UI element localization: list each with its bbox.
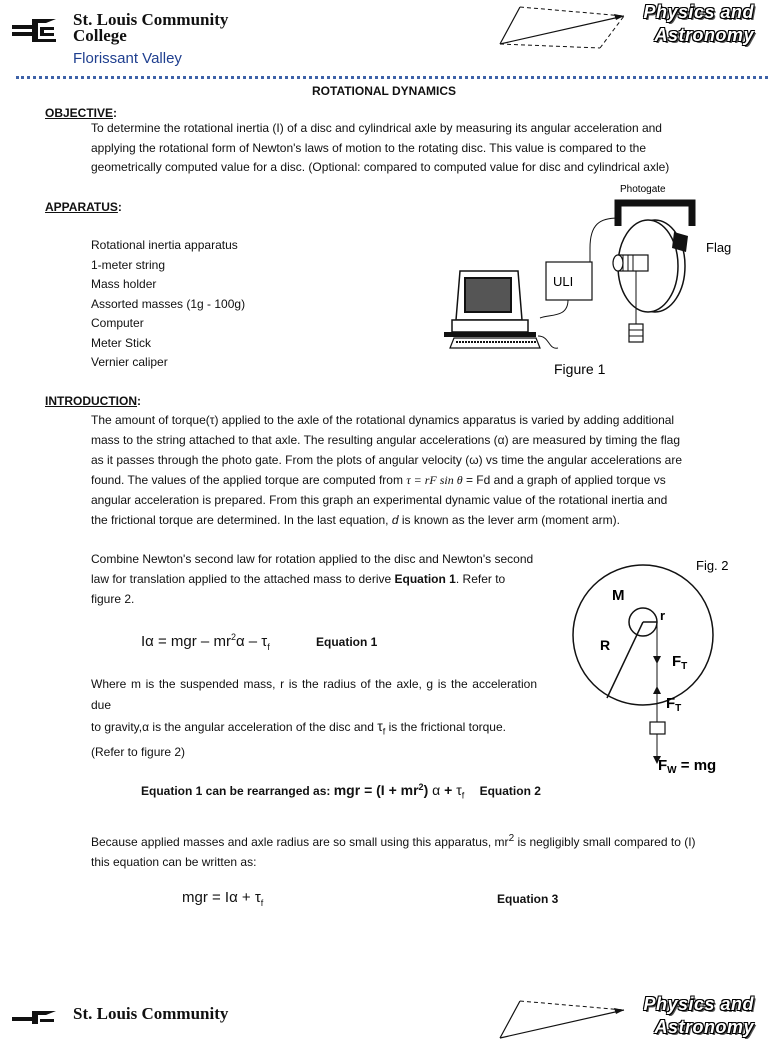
because-line (91, 829, 731, 852)
uli-label: ULI (553, 274, 574, 289)
where-text (91, 674, 537, 763)
objective-text (91, 119, 723, 178)
figure-2-caption: Fig. 2 (696, 558, 729, 573)
lever-arm-symbol: d (391, 513, 399, 527)
equation-1-label: Equation 1 (316, 635, 378, 649)
mass-M-label: M (612, 587, 625, 604)
apparatus-item: Meter Stick (91, 335, 152, 350)
frictional-torque-sub: f (382, 726, 386, 737)
college-name-line1: St. Louis Community (73, 10, 229, 29)
introduction-heading: INTRODUCTION (45, 394, 137, 408)
figure-1-caption: Figure 1 (554, 361, 606, 377)
equation-2-mid: ) (423, 782, 433, 798)
equation-2-lhs: mgr = (I + mr (333, 782, 419, 798)
introduction-text (91, 410, 723, 530)
intro-line (91, 510, 723, 530)
introduction-colon: : (137, 394, 141, 408)
intro-line4-b: = Fd and a graph of applied torque vs (462, 473, 666, 487)
intro-line (91, 470, 723, 490)
figure-1 (440, 178, 740, 383)
intro-line6-a: the frictional torque are determined. In the last equation, (91, 513, 392, 527)
footer-department-header (496, 994, 764, 1037)
flag-label: Flag (706, 240, 732, 255)
intro-line: The amount of torque(τ) applied to the axle of the rotational dynamics apparatus is varied by adding additional (91, 413, 675, 427)
figure-2 (560, 552, 768, 780)
apparatus-item: Vernier caliper (91, 355, 168, 369)
footer-college-logo (12, 1007, 62, 1024)
equation-2-sup: 2 (418, 782, 424, 792)
equation-1-lhs: Iα = mgr – mr (141, 633, 231, 650)
equation-1 (141, 632, 270, 652)
where-line2-a: to gravity,α is the angular acceleration of the disc and (91, 720, 378, 734)
apparatus-list (91, 236, 245, 373)
objective-line: To determine the rotational inertia (I) of a disc and cylindrical axle by measuring its angular acceleration and (91, 121, 662, 135)
apparatus-item: Rotational inertia apparatus (91, 238, 238, 252)
combine-line: figure 2. (91, 592, 135, 606)
because-sup: 2 (508, 833, 515, 844)
equation-2-plus: + (440, 782, 457, 798)
equation-2-label: Equation 2 (479, 784, 541, 798)
equation-2-sub: f (461, 790, 465, 801)
equation-3-expr: mgr = Iα + τ (182, 889, 261, 906)
torque-formula: τ = rF sin θ (406, 473, 463, 487)
college-campus: Florissant Valley (73, 50, 182, 67)
combine-line2-a: law for translation applied to the attached mass to derive (91, 572, 395, 586)
equation-2-alpha: α (432, 782, 441, 798)
college-name (73, 12, 228, 44)
objective-colon: : (113, 106, 118, 120)
objective-heading: OBJECTIVE (45, 106, 114, 120)
footer-dept-title-line2: Astronomy (654, 1017, 754, 1037)
equation-1-sub: f (267, 642, 270, 652)
equation-1-sup: 2 (230, 632, 236, 642)
combine-line (91, 569, 537, 589)
because-line: this equation can be written as: (91, 855, 257, 869)
apparatus-item: Mass holder (91, 277, 157, 291)
equation-2-tau: τ (456, 782, 462, 798)
where-line (91, 716, 537, 742)
college-name-line2: College (73, 26, 127, 45)
intro-line6-b: is known as the lever arm (moment arm). (398, 513, 620, 527)
intro-line: angular acceleration is prepared. From this graph an experimental dynamic value of the rotational inertia and (91, 493, 668, 507)
computer-icon (444, 271, 558, 348)
dept-title-line2: Astronomy (654, 25, 754, 45)
axle-radius-label: r (660, 608, 666, 623)
combine-text (91, 549, 537, 609)
apparatus-heading-row (45, 198, 122, 216)
objective-line: applying the rotational form of Newton's laws of motion to the rotating disc. This value is compared to the (91, 140, 647, 155)
header-divider (16, 76, 768, 79)
apparatus-item: 1-meter string (91, 257, 166, 272)
tension-label-bottom: $F_T$ (666, 695, 682, 714)
because-text (91, 829, 731, 872)
because-line1-b: is negligibly small compared to (I) (514, 835, 696, 849)
objective-line: geometrically computed value for a disc. (Optional: compared to computed value for disc and cylindrical axle) (91, 160, 670, 174)
combine-equation-ref: Equation 1 (394, 572, 456, 586)
photogate-label: Photogate (620, 184, 666, 195)
where-line: Where m is the suspended mass, r is the radius of the axle, g is the acceleration due (91, 677, 537, 712)
where-line: (Refer to figure 2) (91, 745, 186, 760)
combine-line: Combine Newton's second law for rotation applied to the disc and Newton's second (91, 552, 534, 566)
where-line2-b: is the frictional torque. (385, 720, 506, 734)
disc-radius-label: R (600, 637, 611, 653)
apparatus-colon: : (117, 200, 122, 214)
combine-line2-b: . Refer to (455, 572, 506, 586)
frictional-torque-symbol: τ (377, 718, 383, 734)
apparatus-item: Computer (91, 316, 144, 330)
equation-3-label: Equation 3 (497, 892, 559, 906)
department-header (496, 2, 764, 72)
equation-3-sub: f (260, 898, 264, 908)
intro-line: mass to the string attached to that axle. The resulting angular accelerations (α) are measured by timing the flag (91, 433, 681, 447)
intro-line: as it passes through the photo gate. From the plots of angular velocity (ω) vs time the angular accelerations are (91, 453, 683, 467)
hanging-mass-box (650, 722, 665, 734)
tension-label-top: $F_T$ (672, 653, 688, 672)
intro-line4-a: found. The values of the applied torque are computed from (91, 473, 407, 487)
equation-2-row (141, 782, 541, 800)
footer-dept-title-line1: Physics and (643, 994, 754, 1014)
equation-2-intro: Equation 1 can be rearranged as: (141, 784, 334, 798)
apparatus-item: Assorted masses (1g - 100g) (91, 296, 246, 311)
vector-parallelogram-icon (496, 4, 646, 50)
because-line1-a: Because applied masses and axle radius are so small using this apparatus, mr (91, 835, 509, 849)
equation-3 (182, 889, 263, 908)
hanging-mass (629, 324, 643, 342)
introduction-heading-row (45, 392, 141, 410)
equation-1-rhs: α – τ (235, 633, 268, 650)
footer-vector-parallelogram-icon (496, 998, 646, 1044)
weight-label: $F_W$ = mg (658, 757, 717, 776)
footer-college-name: St. Louis Community (73, 1004, 229, 1023)
apparatus-heading: APPARATUS (45, 200, 118, 214)
photogate-cable (590, 218, 618, 262)
college-logo (12, 15, 62, 43)
document-title: ROTATIONAL DYNAMICS (312, 84, 456, 98)
dept-title-line1: Physics and (643, 2, 754, 22)
